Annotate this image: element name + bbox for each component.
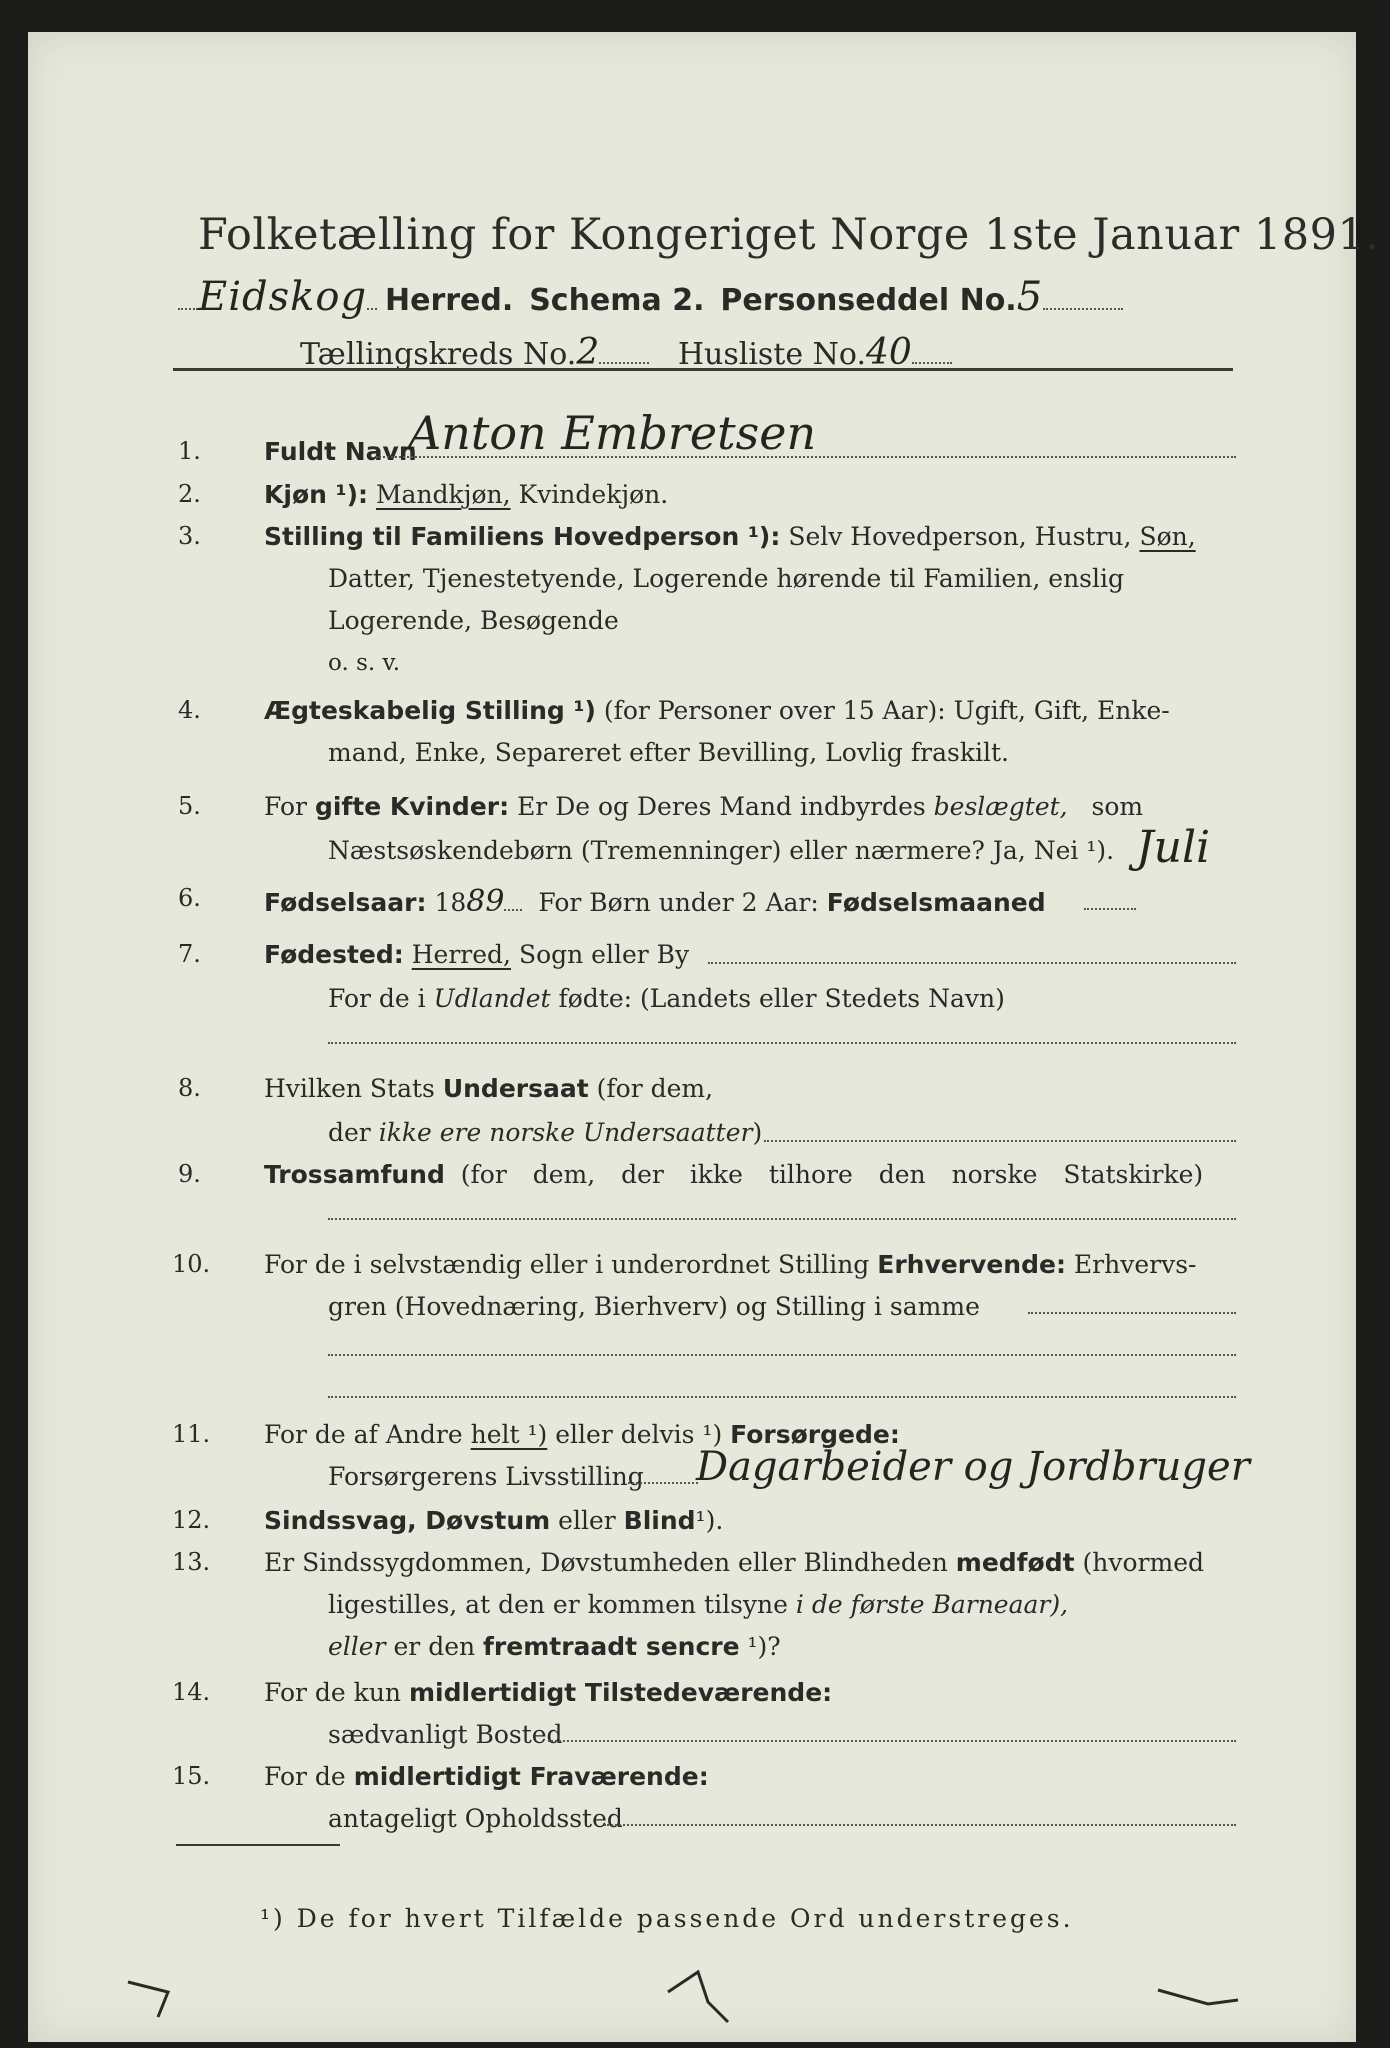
q5-label: gifte Kvinder:: [314, 792, 510, 821]
q10-number: 10.: [172, 1250, 211, 1278]
q14-line2: sædvanligt Bosted: [328, 1720, 563, 1749]
q6-line: [264, 884, 1046, 919]
q1-dotline: [376, 456, 1236, 458]
q12-number: 12.: [172, 1506, 211, 1534]
q5-line1: [264, 792, 1143, 821]
q9-rest: (for dem, der ikke tilhore den norske Statskirke): [460, 1160, 1204, 1189]
q3-number: 3.: [178, 522, 201, 550]
q15-label: midlertidigt Fraværende:: [353, 1762, 709, 1791]
q3-line2: Datter, Tjenestetyende, Logerende hørende til Familien, enslig: [328, 564, 1125, 593]
q13-pre: Er Sindssygdommen, Døvstumheden eller Blindheden: [264, 1548, 948, 1577]
q14-pre: For de kun: [264, 1678, 402, 1707]
q15-line1: [264, 1762, 709, 1791]
q6-label2: Fødselsmaaned: [826, 888, 1046, 917]
kreds-value: 2: [576, 332, 600, 373]
q14-label: midlertidigt Tilstedeværende:: [408, 1678, 833, 1707]
q6-year-prefix: 18: [434, 888, 467, 917]
q7-line2-post: fødte: (Landets eller Stedets Navn): [558, 984, 1005, 1013]
q10-line1-end: Erhvervs-: [1073, 1250, 1197, 1279]
q12-label: Sindssvag, Døvstum: [264, 1506, 551, 1535]
q7-opt-herred: Herred,: [411, 940, 511, 969]
q11-line2: Forsørgerens Livsstilling: [328, 1462, 644, 1491]
q13-line3: [328, 1632, 781, 1661]
q1-label-text: Fuldt Navn: [264, 437, 417, 466]
q2-opt-mandkjon: Mandkjøn,: [375, 480, 511, 509]
q3-opt-son: Søn,: [1139, 522, 1196, 551]
q1-answer: Anton Embretsen: [408, 406, 817, 460]
herred-value: Eidskog: [198, 274, 368, 320]
q4-line1: [264, 696, 1170, 725]
q8-pre: Hvilken Stats: [264, 1074, 435, 1103]
q5-line2: Næstsøskendebørn (Tremenninger) eller nærmere? Ja, Nei ¹).: [328, 836, 1115, 865]
q5-line1-end: som: [1091, 792, 1144, 821]
q10-pre: For de i selvstændig eller i underordnet Stilling: [264, 1250, 870, 1279]
q1-label: [264, 437, 417, 466]
q12-post: ¹).: [695, 1506, 724, 1535]
q13-line2-pre: ligestilles, at den er kommen tilsyne: [328, 1590, 788, 1619]
q6-mid: For Børn under 2 Aar:: [538, 888, 819, 917]
q5-number: 5.: [178, 792, 201, 820]
q2-label: Kjøn ¹):: [264, 480, 368, 509]
q7-rest: Sogn eller By: [518, 940, 690, 969]
husliste-value: 40: [865, 332, 912, 373]
q12-line: [264, 1506, 723, 1535]
q9-label: Trossamfund: [264, 1160, 445, 1189]
q10-blank-line-2: [328, 1396, 1236, 1398]
q11-number: 11.: [172, 1420, 211, 1448]
q7-number: 7.: [178, 940, 201, 968]
q7-line2-pre: For de i: [328, 984, 426, 1013]
q7-line2: [328, 984, 1005, 1013]
q10-line2: gren (Hovednæring, Bierhverv) og Stilling i samme: [328, 1292, 980, 1321]
q8-line2-pre: der: [328, 1118, 371, 1147]
q7-blank-line: [328, 1042, 1236, 1044]
q13-line3-end: ¹)?: [747, 1632, 781, 1661]
schema-label: Schema 2.: [529, 283, 705, 318]
q2-line: [264, 480, 668, 509]
q13-line3-italic: eller: [328, 1632, 386, 1661]
q5-pre: For: [264, 792, 307, 821]
q11-pre: For de af Andre: [264, 1420, 463, 1449]
q14-dotline: [548, 1740, 1236, 1742]
q10-label: Erhvervende:: [877, 1250, 1066, 1279]
q9-blank-line: [328, 1218, 1236, 1220]
personseddel-value: 5: [1016, 274, 1044, 320]
q13-line1: [264, 1548, 1204, 1577]
q5-line1-text: Er De og Deres Mand indbyrdes: [517, 792, 926, 821]
q10-line1: [264, 1250, 1196, 1279]
q9-line: [264, 1160, 1203, 1189]
q10-blank-line-1: [328, 1354, 1236, 1356]
form-title: Folketælling for Kongeriget Norge 1ste Januar 1891.: [198, 210, 1380, 260]
q4-line1-text: (for Personer over 15 Aar): Ugift, Gift, Enke-: [603, 696, 1170, 725]
q7-label: Fødested:: [264, 940, 404, 969]
q13-label: medfødt: [955, 1548, 1075, 1577]
q5-line1-italic: beslægtet,: [933, 792, 1068, 821]
q13-line3-bold: fremtraadt sencre: [483, 1632, 740, 1661]
q11-opt-helt: helt ¹): [470, 1420, 548, 1449]
q6-dotline: [1084, 908, 1136, 910]
q4-label: Ægteskabelig Stilling ¹): [264, 696, 596, 725]
q10-dotline: [1028, 1312, 1236, 1314]
personseddel-label: Personseddel No.: [720, 283, 1017, 318]
q3-line1: [264, 522, 1196, 551]
q4-line2: mand, Enke, Separeret efter Bevilling, Lovlig fraskilt.: [328, 738, 1009, 767]
q13-line3-mid: er den: [393, 1632, 476, 1661]
q13-line1-end: (hvormed: [1082, 1548, 1205, 1577]
header-rule: [173, 368, 1233, 371]
q5-answer: Juli: [1136, 822, 1211, 873]
q1-number: 1.: [178, 437, 201, 465]
q15-pre: For de: [264, 1762, 346, 1791]
herred-label: Herred.: [385, 283, 514, 318]
census-form-page: [28, 32, 1380, 2042]
q3-line3: Logerende, Besøgende: [328, 606, 619, 635]
q15-line2: antageligt Opholdssted: [328, 1804, 623, 1833]
q6-number: 6.: [178, 884, 201, 912]
q6-label: Fødselsaar:: [264, 888, 427, 917]
q8-line2: der ikke ere norske Undersaatter): [328, 1118, 763, 1147]
q7-line1: [264, 940, 689, 969]
q8-line1-rest: (for dem,: [596, 1074, 714, 1103]
q8-dotline: [764, 1140, 1236, 1142]
q8-line1: [264, 1074, 713, 1103]
q11-label: Forsørgede:: [730, 1420, 900, 1449]
paper-marks: [108, 1962, 1288, 2032]
q13-number: 13.: [172, 1548, 211, 1576]
kreds-label: Tællingskreds No.: [300, 337, 577, 372]
q2-number: 2.: [178, 480, 201, 508]
herred-line: [178, 274, 1123, 320]
q12-mid: eller: [558, 1506, 616, 1535]
q7-line2-italic: Udlandet: [433, 984, 551, 1013]
q3-label: Stilling til Familiens Hovedperson ¹):: [264, 522, 781, 551]
q7-dotline: [708, 962, 1236, 964]
q12-label2: Blind: [623, 1506, 696, 1535]
q15-dotline: [604, 1824, 1236, 1826]
q3-line4: o. s. v.: [328, 650, 401, 676]
footnote: ¹) De for hvert Tilfælde passende Ord understreges.: [260, 1904, 1074, 1933]
q2-opt-kvindekjon: Kvindekjøn.: [518, 480, 669, 509]
q8-number: 8.: [178, 1074, 201, 1102]
kreds-line: [300, 332, 952, 373]
q14-number: 14.: [172, 1678, 211, 1706]
q13-line2: [328, 1590, 1068, 1619]
q14-line1: [264, 1678, 832, 1707]
q15-number: 15.: [172, 1762, 211, 1790]
husliste-label: Husliste No.: [677, 337, 866, 372]
q11-dotline: [628, 1482, 698, 1484]
q8-line2-italic: ikke ere norske Undersaatter: [378, 1118, 753, 1147]
q3-line1-text: Selv Hovedperson, Hustru,: [788, 522, 1132, 551]
q11-mid: eller delvis ¹): [555, 1420, 723, 1449]
q6-year-value: 89: [466, 884, 505, 919]
q9-number: 9.: [178, 1160, 201, 1188]
q11-answer: Dagarbeider og Jordbruger: [696, 1444, 1250, 1490]
q4-number: 4.: [178, 696, 201, 724]
q8-label: Undersaat: [442, 1074, 589, 1103]
footnote-rule: [176, 1844, 340, 1846]
q13-line2-italic: i de første Barneaar),: [795, 1590, 1069, 1619]
